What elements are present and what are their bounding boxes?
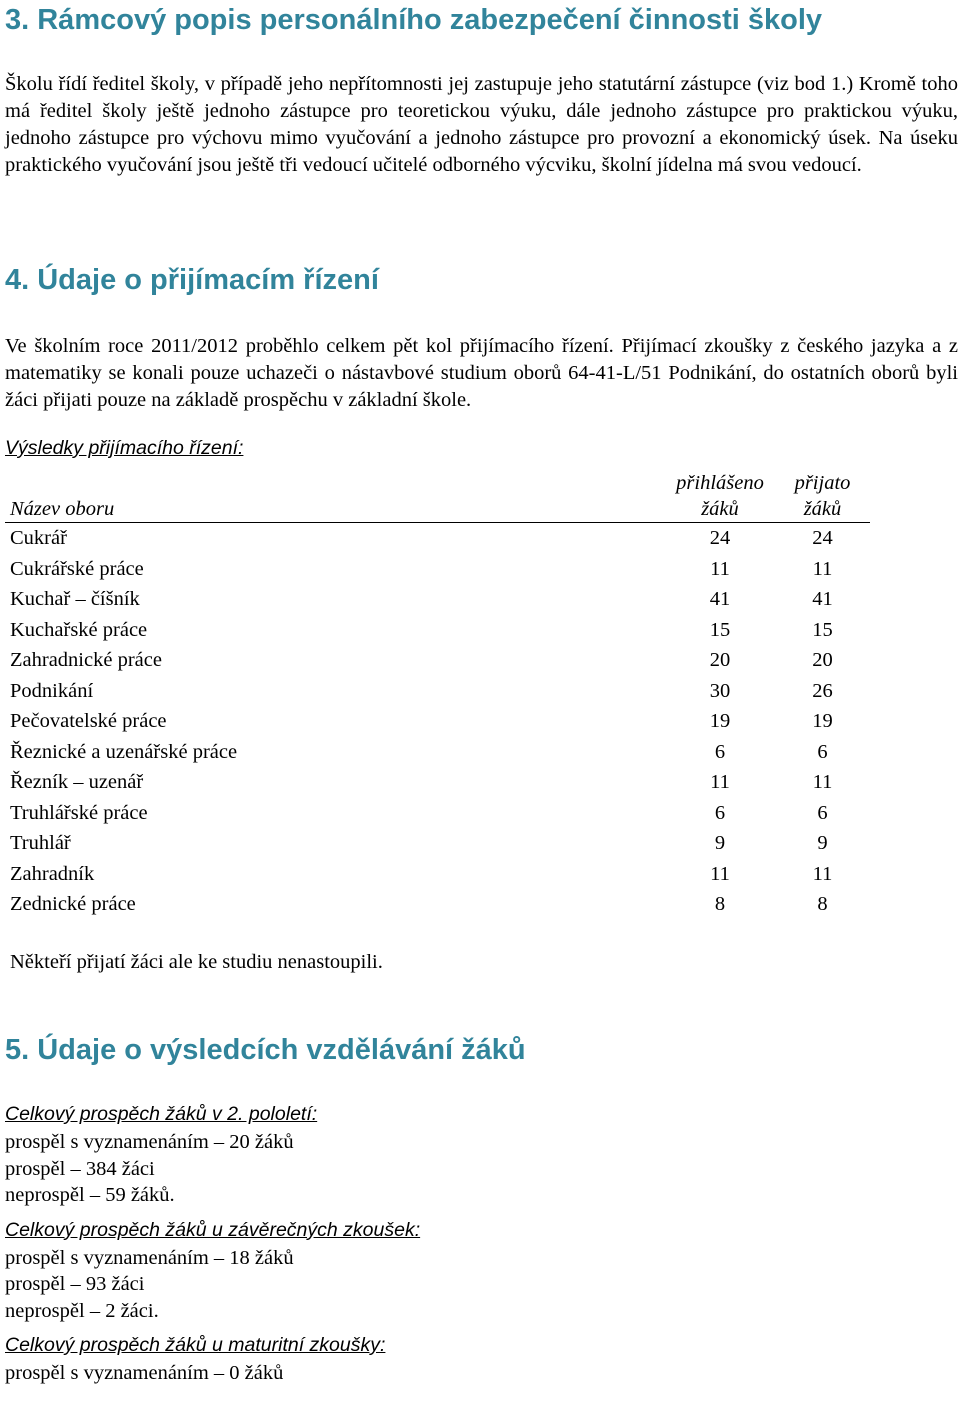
- row-applied: 6: [714, 740, 726, 763]
- table-row: [5, 767, 870, 798]
- header-applied: [665, 470, 775, 523]
- result-line: neprospěl – 59 žáků.: [5, 1184, 175, 1206]
- result-line: prospěl s vyznamenáním – 18 žáků: [5, 1246, 294, 1269]
- header-accepted-line1: přijato: [794, 472, 851, 494]
- header-accepted: [775, 470, 870, 523]
- row-name: Kuchařské práce: [10, 618, 148, 641]
- row-applied: 9: [714, 832, 726, 854]
- table-row: [5, 523, 870, 554]
- header-name: Název oboru: [10, 498, 115, 520]
- row-accepted: 26: [812, 679, 833, 702]
- admissions-note: Někteří přijatí žáci ale ke studiu nenastoupili.: [10, 951, 383, 973]
- row-name: Podnikání: [10, 679, 94, 702]
- row-applied: 30: [709, 679, 731, 702]
- table-row: [5, 737, 870, 768]
- header-applied-line1: přihlášeno: [676, 472, 764, 494]
- row-name: Zahradník: [10, 862, 95, 885]
- result-group: [5, 1332, 960, 1387]
- result-group: [5, 1217, 960, 1325]
- row-accepted: 8: [817, 893, 828, 915]
- row-applied: 11: [710, 771, 730, 793]
- result-line: neprospěl – 2 žáci.: [5, 1299, 159, 1322]
- result-line: prospěl – 384 žáci: [5, 1157, 155, 1180]
- row-name: Zednické práce: [10, 893, 136, 915]
- row-name: Řeznické a uzenářské práce: [10, 740, 238, 763]
- result-group: [5, 1101, 960, 1209]
- result-group-label: Celkový prospěch žáků v 2. pololetí:: [5, 1103, 318, 1125]
- section-4-paragraph: Ve školním roce 2011/2012 proběhlo celkem pět kol přijímacího řízení. Přijímací zkoušky z českého jazyka a z matematiky se konali pouze uchazeči o nástavbové studium oborů 64-41-L/51 Podnikání, do ostatních oborů byli žáci přijati pouze na základě prospěchu v základní škole.: [5, 335, 958, 411]
- section-3-heading: 3. Rámcový popis personálního zabezpečení činnosti školy: [5, 4, 823, 36]
- row-name: Cukrář: [10, 527, 67, 549]
- row-applied: 20: [709, 649, 731, 671]
- results-groups: [5, 1101, 960, 1395]
- row-accepted: 11: [812, 771, 833, 793]
- row-name: Kuchař – číšník: [10, 588, 140, 610]
- result-group-label: Celkový prospěch žáků u maturitní zkoušky:: [5, 1334, 386, 1356]
- row-name: Řezník – uzenář: [10, 771, 144, 793]
- row-applied: 19: [709, 710, 731, 732]
- row-applied: 24: [709, 527, 731, 549]
- result-line: prospěl s vyznamenáním – 0 žáků: [5, 1362, 284, 1384]
- row-name: Truhlářské práce: [10, 801, 148, 824]
- row-accepted: 20: [812, 649, 833, 671]
- table-row: [5, 584, 870, 615]
- table-row: [5, 828, 870, 859]
- row-applied: 8: [714, 893, 726, 915]
- section-4-heading: 4. Údaje o přijímacím řízení: [5, 264, 379, 296]
- row-accepted: 15: [812, 618, 833, 641]
- table-row: [5, 615, 870, 646]
- row-accepted: 19: [812, 710, 833, 732]
- row-accepted: 41: [812, 588, 833, 610]
- section-5-heading: 5. Údaje o výsledcích vzdělávání žáků: [5, 1034, 526, 1066]
- row-name: Zahradnické práce: [10, 649, 162, 671]
- row-name: Cukrářské práce: [10, 557, 144, 580]
- row-name: Truhlář: [10, 832, 71, 854]
- row-applied: 11: [710, 557, 730, 580]
- table-row: [5, 859, 870, 890]
- header-applied-line2: žáků: [701, 498, 739, 520]
- row-applied: 41: [709, 588, 731, 610]
- table-row: [5, 889, 870, 920]
- row-accepted: 6: [817, 801, 828, 824]
- row-accepted: 24: [812, 527, 833, 549]
- row-accepted: 11: [812, 557, 833, 580]
- row-accepted: 9: [817, 832, 828, 854]
- table-row: [5, 645, 870, 676]
- table-row: [5, 676, 870, 707]
- row-name: Pečovatelské práce: [10, 710, 167, 732]
- row-accepted: 6: [817, 740, 828, 763]
- section-3-paragraph: Školu řídí ředitel školy, v případě jeho nepřítomnosti jej zastupuje jeho statutární zástupce (viz bod 1.) Kromě toho má ředitel školy ještě jednoho zástupce pro teoretickou výuku, dále jednoho zástupce pro praktickou výuku, jednoho zástupce pro výchovu mimo vyučování a jednoho zástupce pro provozní a ekonomický úsek. Na úseku praktického vyučování jsou ještě tři vedoucí učitelé odborného výcviku, školní jídelna má svou vedoucí.: [5, 73, 958, 176]
- table-row: [5, 554, 870, 585]
- row-applied: 11: [710, 862, 730, 885]
- result-line: prospěl s vyznamenáním – 20 žáků: [5, 1131, 294, 1153]
- row-accepted: 11: [812, 862, 833, 885]
- result-group-label: Celkový prospěch žáků u závěrečných zkoušek:: [5, 1218, 421, 1241]
- admissions-table: [5, 470, 870, 920]
- table-row: [5, 706, 870, 737]
- table-row: [5, 798, 870, 829]
- row-applied: 15: [709, 618, 731, 641]
- result-line: prospěl – 93 žáci: [5, 1273, 145, 1295]
- results-label: Výsledky přijímacího řízení:: [5, 437, 244, 459]
- table-header-row: [5, 470, 870, 523]
- row-applied: 6: [714, 801, 726, 824]
- header-accepted-line2: žáků: [803, 498, 842, 520]
